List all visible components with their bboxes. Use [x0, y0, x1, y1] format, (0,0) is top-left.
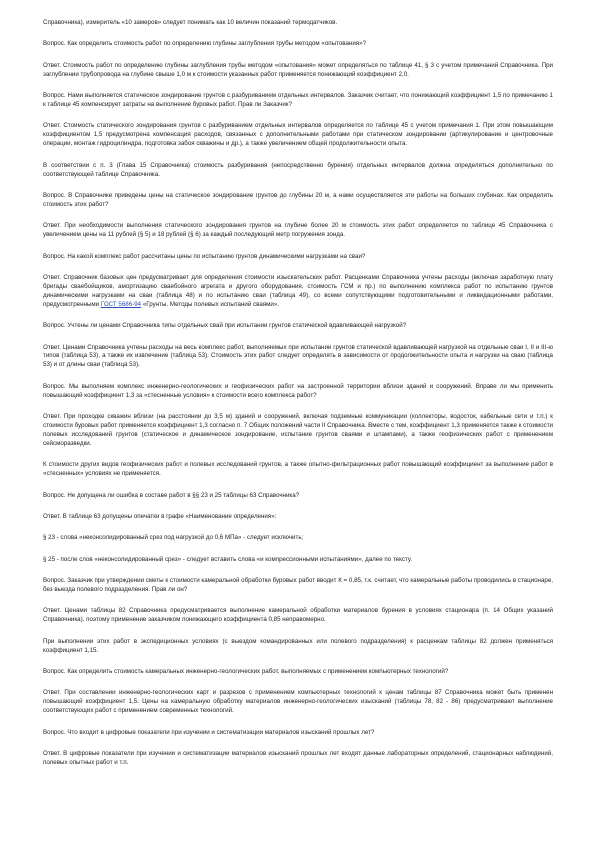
answer-text-tail: «Грунты. Методы полевых испытаний сваями».: [141, 300, 280, 308]
question-paragraph: Вопрос. Нами выполняется статическое зондирование грунтов с разбуриванием отдельных интервалов. Заказчик считает, что понижающий коэффициент 1,5 по примечанию 1 к таблице 45 компенсирует затраты на выполнение буровых работ. Прав ли Заказчик?: [43, 92, 553, 109]
question-paragraph: Вопрос. Мы выполняем комплекс инженерно-геологических и геофизических работ на застроенной территории вблизи зданий и сооружений. Вправе ли мы применить повышающий коэффициент 1,3 за «стесненные условия» к стоимости всего комплекса работ?: [43, 382, 553, 399]
answer-paragraph: Ответ. При необходимости выполнения статического зондирования грунтов на глубине более 20 м стоимость этих работ определяется по таблице 45 Справочника с увеличением цены на 11 рублей (§ 5) и 18 рублей (§ 6) за каждый последующий метр погружения зонда.: [43, 222, 553, 239]
answer-paragraph: Ответ. При составлении инженерно-геологических карт и разрезов с применением компьютерных технологий к ценам таблицы 87 Справочника может быть применен повышающий коэффициент 1,5. Цены на камеральную обработку материалов инженерно-геологических изысканий (таблицы 78, 82 - 86) предусматривают выполнение соответствующих работ с применением современных технологий.: [43, 689, 553, 715]
paragraph: При выполнении этих работ в экспедиционных условиях (с выездом командированных или полевого подразделения) к расценкам таблицы 82 должен применяться коэффициент 1,15.: [43, 637, 553, 654]
answer-paragraph: Ответ. В таблице 63 допущены опечатки в графе «Наименование определения»:: [43, 512, 277, 520]
question-paragraph: Вопрос. Учтены ли ценами Справочника типы отдельных свай при испытании грунтов статической вдавливающей нагрузкой?: [43, 322, 407, 330]
question-paragraph: Вопрос. Заказчик при утверждении сметы к стоимости камеральной обработки буровых работ вводит К = 0,85, т.к. считает, что камеральные работы проводились в стационаре, без выезда полевого подразделения. Прав ли он?: [43, 577, 553, 594]
question-paragraph: Вопрос. Как определить стоимость камеральных инженерно-геологических работ, выполняемых с применением компьютерных технологий?: [43, 668, 449, 676]
answer-paragraph: Ответ. При проходке скважин вблизи (на расстоянии до 3,5 м) зданий и сооружений, включая подземные коммуникации (коллекторы, водосток, кабельные сети и т.п.) к стоимости буровых работ применяется коэффициент 1,3 согласно п. 7 Общих положений части II Справочника. Вместе с тем, коэффициент 1,3 применяется также к стоимости полевых исследований грунтов (статическое и динамическое зондирование, испытание грунтов сваями и штампами), а также геофизических работ с применением сейсморазведки.: [43, 413, 553, 447]
answer-paragraph: Ответ. В цифровые показатели при изучении и систематизации материалов изысканий прошлых лет входят данные лабораторных определений, стационарных наблюдений, полевых опытных работ и т.п.: [43, 750, 553, 766]
answer-paragraph: Ответ. Ценами таблицы 82 Справочника предусматривается выполнение камеральной обработки материалов бурения в условиях стационара (п. 14 Общих указаний Справочника), поэтому применение заказчиком понижающего коэффициента 0,85 неправомерно.: [43, 607, 553, 624]
paragraph: Справочника), измеритель «10 замеров» следует понимать как 10 величин показаний термодатчиков.: [43, 19, 338, 26]
document-page: [43, 19, 553, 780]
question-paragraph: Вопрос. На какой комплекс работ рассчитаны цены по испытанию грунтов динамическими нагрузками на сваи?: [43, 252, 366, 260]
question-paragraph: Вопрос. Что входит в цифровые показатели при изучении и систематизации материалов изысканий прошлых лет?: [43, 728, 375, 736]
paragraph: К стоимости других видов геофизических работ и полевых исследований грунтов, а также опытно-фильтрационных работ повышающий коэффициент за выполнение работ в «стесненных» условиях не применяется.: [43, 461, 553, 478]
list-paragraph: § 25 - после слов «неконсолидированный срез» - следует вставить слова «и компрессионными испытаниями», далее по тексту.: [43, 555, 413, 563]
answer-paragraph: Ответ. Ценами Справочника учтены расходы на весь комплекс работ, выполняемых при испытании грунтов статической вдавливающей нагрузкой на отдельные сваи I, II и III-ю типов (таблица 53), а также их извлечение (таблица 53). Стоимость этих работ следует определять в зависимости от продолжительности опыта и нагрузки на сваю (таблица 53) и от длины сваи (таблица 53).: [43, 343, 553, 369]
answer-paragraph: Ответ. Стоимость статического зондирования грунтов с разбуриванием отдельных интервалов определяется по таблице 45 с учетом примечания 1. При этом повышающим коэффициентом 1,5 предусмотрена компенсация расходов, связанных с дополнительными работами при статическом зондировании (артикулирование и центровочные операции, монтаж гидроцилиндра, подготовка забоя скважины и др.), а также увеличением общей продолжительности опыта.: [43, 122, 553, 148]
standard-link[interactable]: ГОСТ 5686-94: [100, 300, 142, 308]
question-paragraph: Вопрос. В Справочнике приведены цены на статическое зондирование грунтов до глубины 20 м, а нами осуществляется эти работы на больших глубинах. Как определить стоимость этих работ?: [43, 191, 553, 208]
answer-paragraph: Ответ. Стоимость работ по определению глубины заглубления трубы методом «опытования» может определяться по таблице 41, § 3 с учетом примечаний Справочника. При заглублении трубопровода на глубине свыше 1,0 м к стоимости указанных работ применяется понижающий коэффициент 2,0.: [43, 61, 553, 78]
answer-text: Ответ. Справочник базовых цен предусматривает для определения стоимости изыскательских работ. Расценками Справочника учтены расходы (включая заработную плату бригады сваебойщиков, амортизацию сваебойного агрегата и другого оборудования, стоимость ГСМ и пр.) по выполнению комплекса работ по испытанию грунтов динамическими нагрузками на сваи (таблица 48) и по испытанию сваи (таблица 49), со всеми сопутствующими подготовительными и ликвидационными работами, предусмотренными: [43, 274, 553, 308]
question-paragraph: Вопрос. Не допущена ли ошибка в составе работ в §§ 23 и 25 таблицы 63 Справочника?: [43, 491, 300, 499]
list-paragraph: § 23 - слова «неконсолидированный срез под нагрузкой до 0,6 МПа» - следует исключить;: [43, 534, 304, 542]
question-paragraph: Вопрос. Как определить стоимость работ по определению глубины заглубления трубы методом «опытования»?: [43, 40, 367, 48]
answer-paragraph: [43, 274, 553, 310]
paragraph: В соответствии с п. 3 (Глава 15 Справочника) стоимость разбуривания (непосредственно бурения) отдельных интервалов должна определяться дополнительно по соответствующей таблице Справочника.: [43, 161, 553, 178]
